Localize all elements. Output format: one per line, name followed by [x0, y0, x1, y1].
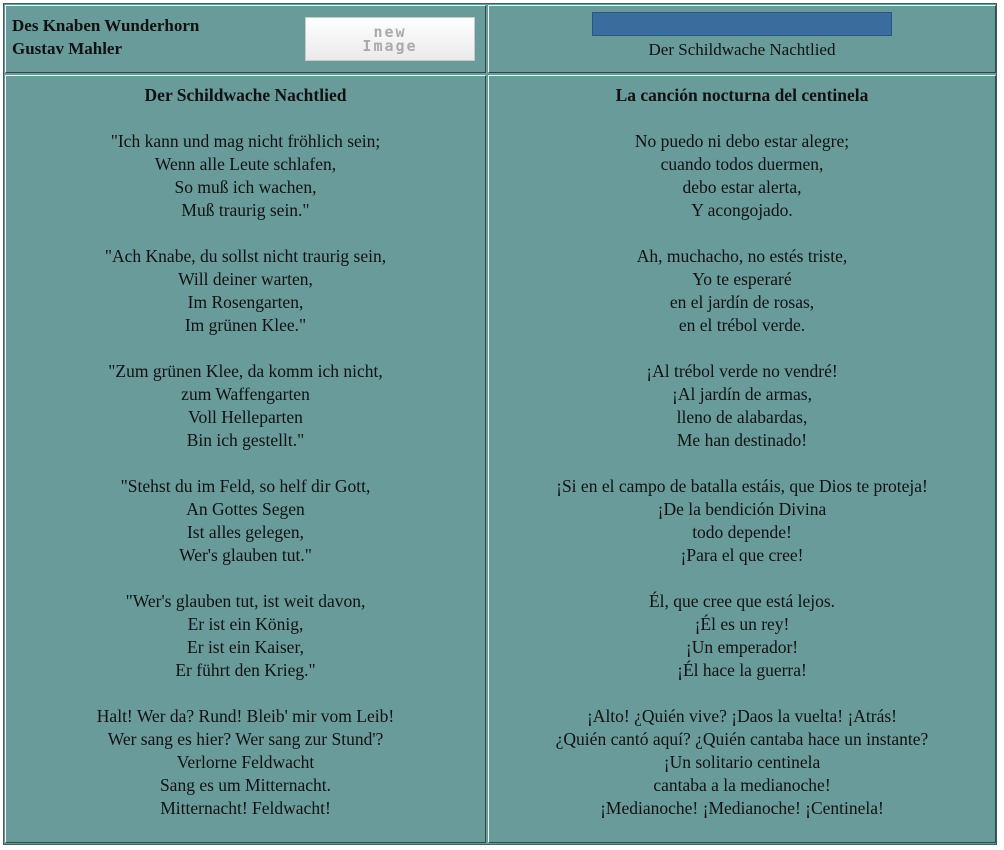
lyric-line: Im grünen Klee." [184, 315, 307, 335]
stanza [489, 705, 995, 820]
lyric-line: Wer's glauben tut." [179, 545, 312, 565]
song-table [3, 3, 997, 845]
stanza [6, 360, 485, 452]
stanza [489, 475, 995, 567]
lyric-line: ¡Él es un rey! [694, 614, 790, 634]
lyric-line: ¡De la bendición Divina [657, 499, 827, 519]
lyric-line: Sang es um Mitternacht. [159, 775, 332, 795]
lyric-line: No puedo ni debo estar alegre; [634, 131, 850, 151]
lyric-line: ¡Para el que cree! [680, 545, 804, 565]
lyric-line: Wenn alle Leute schlafen, [154, 154, 337, 174]
lyric-line: An Gottes Segen [186, 499, 305, 519]
spanish-stanzas [489, 130, 995, 820]
lyric-line: Él, que cree que está lejos. [648, 591, 836, 611]
stanza [6, 130, 485, 222]
new-image-word-1: new [373, 23, 407, 41]
german-stanzas [6, 130, 485, 820]
lyric-line: ¡Si en el campo de batalla estáis, que Dios te proteja! [556, 476, 928, 496]
lyric-line: Bin ich gestellt." [186, 430, 305, 450]
stanza [489, 590, 995, 682]
stanza [489, 360, 995, 452]
header-text [12, 14, 199, 60]
header-cell-left [5, 5, 486, 73]
composer-name: Gustav Mahler [12, 39, 123, 58]
stanza [6, 475, 485, 567]
stanza [489, 245, 995, 337]
audio-bar[interactable] [592, 12, 892, 36]
stanza [6, 245, 485, 337]
lyric-line: ¡Al jardín de armas, [672, 384, 812, 404]
lyric-line: ¡Un emperador! [685, 637, 799, 657]
spanish-lyrics-cell [488, 75, 996, 843]
lyric-line: Im Rosengarten, [187, 292, 304, 312]
lyric-line: Voll Helleparten [188, 407, 303, 427]
german-poem [6, 84, 485, 843]
lyric-line: debo estar alerta, [682, 177, 802, 197]
lyric-line: Me han destinado! [676, 430, 808, 450]
lyric-line: Wer sang es hier? Wer sang zur Stund'? [107, 729, 384, 749]
lyric-line: "Ach Knabe, du sollst nicht traurig sein, [104, 246, 387, 266]
lyric-line: "Stehst du im Feld, so helf dir Gott, [120, 476, 371, 496]
lyric-line: "Wer's glauben tut, ist weit davon, [125, 591, 366, 611]
stanza [6, 590, 485, 682]
spanish-poem [489, 84, 995, 843]
lyric-line: Er führt den Krieg." [175, 660, 316, 680]
spanish-poem-title: La canción nocturna del centinela [615, 85, 869, 105]
lyric-line: Verlorne Feldwacht [176, 752, 315, 772]
lyric-line: ¡Medianoche! ¡Medianoche! ¡Centinela! [600, 798, 884, 818]
new-image-placeholder [305, 17, 475, 61]
collection-title: Des Knaben Wunderhorn [12, 16, 200, 35]
lyric-line: Mitternacht! Feldwacht! [160, 798, 331, 818]
lyric-line: ¿Quién cantó aquí? ¿Quién cantaba hace un instante? [555, 729, 929, 749]
lyric-line: zum Waffengarten [181, 384, 310, 404]
lyric-line: Er ist ein König, [187, 614, 304, 634]
lyric-line: ¡Alto! ¿Quién vive? ¡Daos la vuelta! ¡Atrás! [586, 706, 898, 726]
new-image-word-2: Image [362, 37, 418, 55]
german-poem-title: Der Schildwache Nachtlied [144, 85, 347, 105]
lyric-line: Muß traurig sein." [181, 200, 310, 220]
stanza [6, 705, 485, 820]
lyric-line: Ah, muchacho, no estés triste, [636, 246, 848, 266]
lyric-line: en el jardín de rosas, [669, 292, 815, 312]
lyric-line: cuando todos duermen, [660, 154, 824, 174]
lyric-line: ¡Él hace la guerra! [677, 660, 807, 680]
lyric-line: lleno de alabardas, [676, 407, 808, 427]
lyric-line: "Ich kann und mag nicht fröhlich sein; [110, 131, 381, 151]
german-lyrics-cell [5, 75, 486, 843]
lyric-line: Y acongojado. [691, 200, 793, 220]
lyric-line: cantaba a la medianoche! [653, 775, 831, 795]
lyric-line: Yo te esperaré [692, 269, 792, 289]
lyric-line: Will deiner warten, [178, 269, 313, 289]
lyric-line: en el trébol verde. [678, 315, 806, 335]
song-subtitle: Der Schildwache Nachtlied [648, 40, 836, 59]
lyric-line: Halt! Wer da? Rund! Bleib' mir vom Leib! [96, 706, 395, 726]
lyric-line: Er ist ein Kaiser, [187, 637, 304, 657]
lyric-line: "Zum grünen Klee, da komm ich nicht, [108, 361, 383, 381]
lyric-line: ¡Un solitario centinela [663, 752, 821, 772]
lyric-line: Ist alles gelegen, [186, 522, 305, 542]
stanza [489, 130, 995, 222]
lyric-line: So muß ich wachen, [174, 177, 317, 197]
lyric-line: todo depende! [692, 522, 792, 542]
lyric-line: ¡Al trébol verde no vendré! [646, 361, 838, 381]
header-cell-right [488, 5, 996, 73]
